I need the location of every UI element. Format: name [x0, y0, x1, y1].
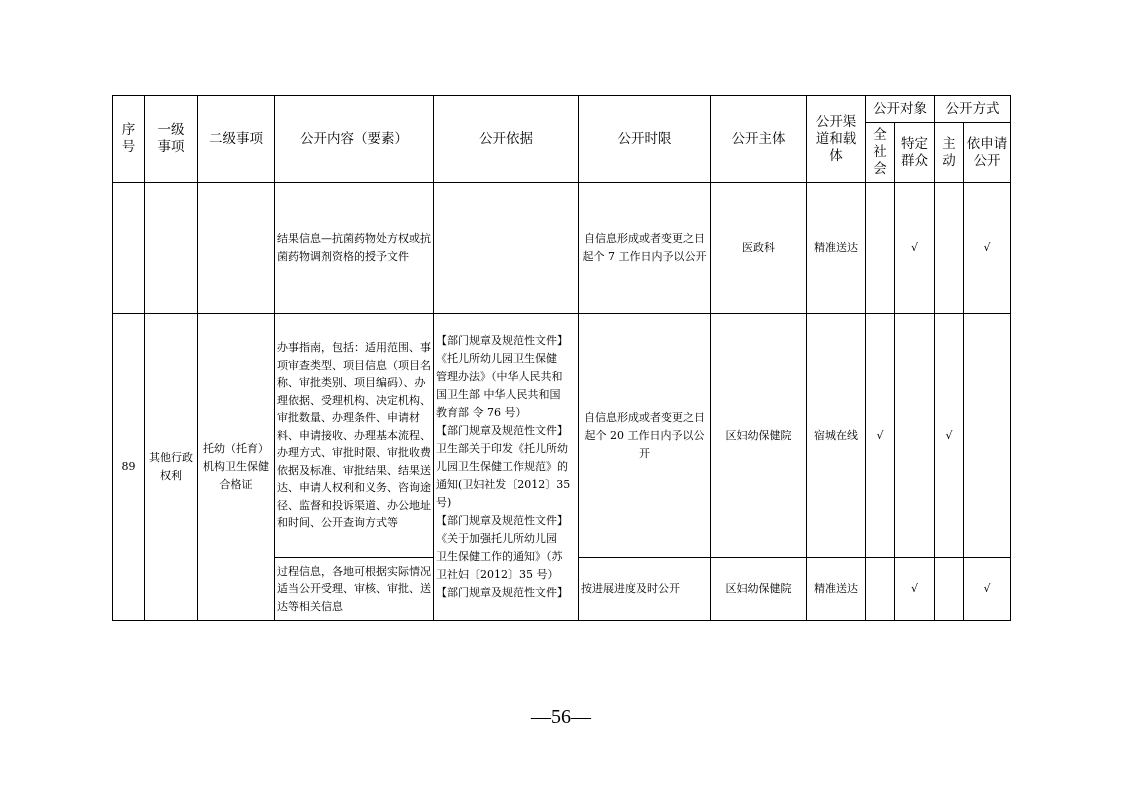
- basis-line: 通知(卫妇社发〔2012〕35: [436, 478, 571, 491]
- row-target-specific: √: [895, 558, 935, 621]
- row-basis: [434, 183, 579, 314]
- page-number: —56—: [531, 706, 591, 728]
- header-seq: 序号: [113, 96, 145, 183]
- basis-line: 【部门规章及规范性文件】: [436, 586, 568, 599]
- basis-line: 国卫生部 中华人民共和国: [436, 388, 561, 401]
- row-method-request: √: [964, 558, 1011, 621]
- header-target-all: 全社会: [866, 123, 895, 183]
- row-method-request: [964, 314, 1011, 558]
- header-basis: 公开依据: [434, 96, 579, 183]
- header-subject: 公开主体: [711, 96, 807, 183]
- basis-line: 【部门规章及规范性文件】: [436, 514, 568, 527]
- basis-line: 管理办法》（中华人民共和: [436, 370, 563, 383]
- row-target-specific: √: [895, 183, 935, 314]
- header-level1: 一级事项: [145, 96, 198, 183]
- row-channel: 宿城在线: [807, 314, 866, 558]
- row-content: 过程信息，各地可根据实际情况适当公开受理、审核、审批、送达等相关信息: [275, 558, 434, 621]
- row-seq: 89: [113, 314, 145, 621]
- header-method-active: 主动: [935, 123, 964, 183]
- row-method-active: √: [935, 314, 964, 558]
- row-content: 结果信息—抗菌药物处方权或抗菌药物调剂资格的授予文件: [275, 183, 434, 314]
- basis-line: 卫社妇〔2012〕35 号）: [436, 568, 559, 581]
- header-method-request: 依申请公开: [964, 123, 1011, 183]
- row-level2: [198, 183, 275, 314]
- row-level2: 托幼（托育）机构卫生保健合格证: [198, 314, 275, 621]
- table-row: [113, 314, 1011, 558]
- row-method-active: [935, 558, 964, 621]
- row-method-request: √: [964, 183, 1011, 314]
- row-time-limit: 自信息形成或者变更之日起个 7 工作日内予以公开: [579, 183, 711, 314]
- basis-line: 《关于加强托儿所幼儿园: [436, 532, 557, 545]
- row-level1: 其他行政权利: [145, 314, 198, 621]
- row-target-all: [866, 183, 895, 314]
- row-level1: [145, 183, 198, 314]
- header-content: 公开内容（要素）: [275, 96, 434, 183]
- row-target-specific: [895, 314, 935, 558]
- row-channel: 精准送达: [807, 558, 866, 621]
- basis-line: 号): [436, 496, 452, 509]
- row-basis: [434, 314, 579, 621]
- header-channel: 公开渠道和载体: [807, 96, 866, 183]
- basis-line: 卫生部关于印发《托儿所幼: [436, 442, 568, 455]
- header-method: 公开方式: [935, 96, 1011, 123]
- header-target: 公开对象: [866, 96, 935, 123]
- table-row: [113, 183, 1011, 314]
- basis-line: 儿园卫生保健工作规范》的: [436, 460, 568, 473]
- basis-line: 《托儿所幼儿园卫生保健: [436, 352, 557, 365]
- row-content: 办事指南，包括：适用范围、事项审查类型、项目信息（项目名称、审批类别、项目编码）、办理依据、受理机构、决定机构、审批数量、办理条件、申请材料、申请接收、办理基本流程、办理方式、审批时限、审批收费依据及标准、审批结果、结果送达、申请人权利和义务、咨询途径、监督和投诉渠道、办公地址和时间、公开查询方式等: [275, 314, 434, 558]
- basis-line: 教育部 令 76 号）: [436, 406, 527, 419]
- row-subject: 区妇幼保健院: [711, 558, 807, 621]
- row-method-active: [935, 183, 964, 314]
- row-target-all: [866, 558, 895, 621]
- row-subject: 区妇幼保健院: [711, 314, 807, 558]
- header-target-specific: 特定群众: [895, 123, 935, 183]
- basis-line: 【部门规章及规范性文件】: [436, 334, 568, 347]
- header-level2: 二级事项: [198, 96, 275, 183]
- row-time-limit: 按进展进度及时公开: [579, 558, 711, 621]
- row-target-all: √: [866, 314, 895, 558]
- disclosure-table: [112, 95, 1011, 621]
- row-time-limit: 自信息形成或者变更之日起个 20 工作日内予以公开: [579, 314, 711, 558]
- header-time-limit: 公开时限: [579, 96, 711, 183]
- row-subject: 医政科: [711, 183, 807, 314]
- basis-line: 卫生保健工作的通知》（苏: [436, 550, 563, 563]
- row-seq: [113, 183, 145, 314]
- basis-line: 【部门规章及规范性文件】: [436, 424, 568, 437]
- row-channel: 精准送达: [807, 183, 866, 314]
